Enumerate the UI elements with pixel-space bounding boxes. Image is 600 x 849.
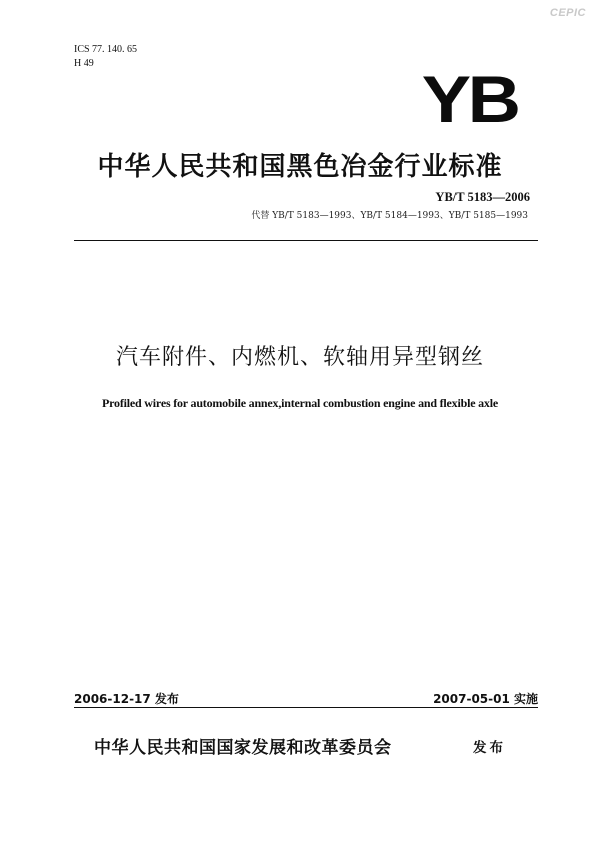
issue-date: 2006-12-17 发布	[74, 692, 179, 706]
ccs-code: H 49	[74, 58, 94, 69]
watermark-logo: CEPIC	[549, 7, 586, 19]
standard-category-title: 中华人民共和国黑色冶金行业标准	[97, 152, 503, 182]
implementation-date: 2007-05-01 实施	[433, 692, 538, 706]
yb-logo: YB	[422, 62, 518, 136]
document-title-en: Profiled wires for automobile annex,internal combustion engine and flexible axle	[102, 396, 498, 410]
bottom-divider	[74, 707, 538, 708]
replaces-standards: 代替 YB/T 5183—1993、YB/T 5184—1993、YB/T 5185—1993	[251, 211, 528, 221]
standard-number: YB/T 5183—2006	[435, 190, 530, 204]
issuing-authority: 中华人民共和国国家发展和改革委员会	[94, 738, 392, 758]
ics-code: ICS 77. 140. 65	[74, 44, 138, 55]
issue-action-label: 发布	[473, 740, 506, 756]
top-divider	[74, 240, 538, 241]
document-title-cn: 汽车附件、内燃机、软轴用异型钢丝	[115, 345, 484, 370]
